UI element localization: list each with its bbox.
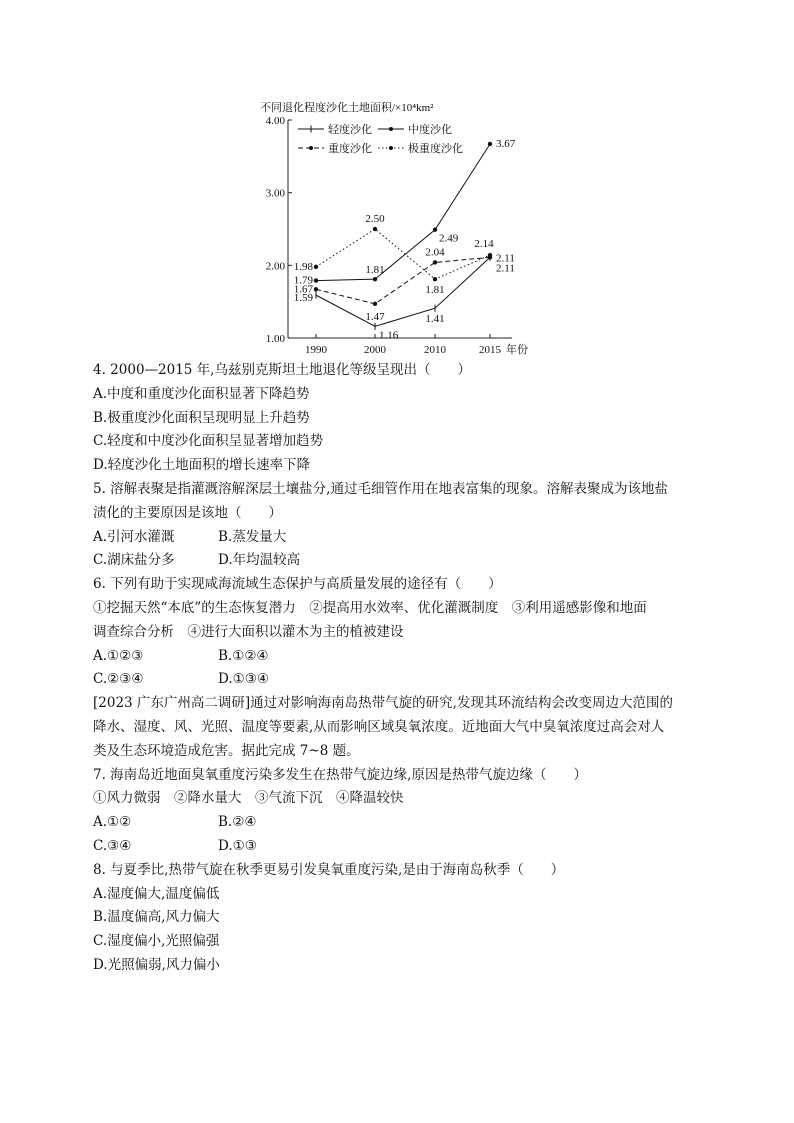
q5-option-b: B.蒸发量大 <box>218 528 287 545</box>
data-point <box>488 253 492 257</box>
data-label: 2.04 <box>425 246 445 259</box>
q7-options-row2 <box>93 835 713 859</box>
data-label: 2.50 <box>365 213 385 225</box>
data-point <box>433 260 437 264</box>
q4-option-b: B.极重度沙化面积呈现明显上升趋势 <box>93 409 310 426</box>
y-tick-label: 1.00 <box>265 333 285 345</box>
data-point <box>373 277 377 281</box>
q4-option-d: D.轻度沙化土地面积的增长速率下降 <box>93 457 311 474</box>
x-tick-label: 2000 <box>364 344 386 356</box>
data-point <box>314 287 318 291</box>
q5-stem-line1: 5. 溶解表聚是指灌溉溶解深层土壤盐分,通过毛细管作用在地表富集的现象。溶解表聚成为该地盐 <box>93 480 668 497</box>
y-tick-label: 2.00 <box>265 260 285 273</box>
y-tick-label: 4.00 <box>265 115 285 127</box>
legend-label: 重度沙化 <box>328 143 372 155</box>
data-label: 1.79 <box>293 274 313 287</box>
series-line-3 <box>316 229 490 279</box>
legend-label: 极重度沙化 <box>408 143 463 155</box>
data-point <box>433 277 437 281</box>
q4-option-c: C.轻度和中度沙化面积呈显著增加趋势 <box>93 433 324 450</box>
q8-option-d: D.光照偏弱,风力偏小 <box>93 956 220 973</box>
data-label: 1.47 <box>365 310 385 323</box>
legend-label: 轻度沙化 <box>328 124 372 136</box>
data-label: 2.11 <box>496 252 515 265</box>
data-point <box>314 265 318 269</box>
data-point <box>488 142 492 146</box>
data-point <box>314 278 318 282</box>
q7-option-b: B.②④ <box>218 814 257 831</box>
q8-option-b: B.温度偏高,风力偏大 <box>93 909 220 926</box>
data-label: 1.41 <box>425 313 445 326</box>
q6-option-b: B.①②④ <box>218 647 269 664</box>
data-label: 1.81 <box>365 264 385 277</box>
chart-title: 不同退化程度沙化土地面积/×10⁴km² <box>260 102 434 114</box>
q5-stem-line2: 渍化的主要原因是该地（ ） <box>93 504 282 521</box>
data-point <box>373 302 377 306</box>
q6-stem: 6. 下列有助于实现咸海流域生态保护与高质量发展的途径有（ ） <box>93 576 502 593</box>
data-point <box>373 227 377 231</box>
q7-option-d: D.①③ <box>218 837 257 854</box>
data-label: 1.67 <box>293 283 313 296</box>
data-label: 2.49 <box>439 232 459 245</box>
x-axis-label: 年份 <box>506 344 528 356</box>
q4-option-a: A.中度和重度沙化面积显著下降趋势 <box>93 385 310 402</box>
legend-marker <box>389 127 393 131</box>
data-label: 2.11 <box>496 262 515 275</box>
line-chart <box>250 95 550 357</box>
q7-options-row1 <box>93 811 713 835</box>
q7-option-a: A.①② <box>93 814 132 831</box>
data-label: 1.81 <box>425 284 445 297</box>
passage-line2: 降水、湿度、风、光照、温度等要素,从而影响区域臭氧浓度。近地面大气中臭氧浓度过高会对人 <box>93 718 665 735</box>
q7-option-c: C.③④ <box>93 837 132 854</box>
series-line-0 <box>316 257 490 326</box>
q6-option-c: C.②③④ <box>93 671 144 688</box>
x-tick-label: 2015 <box>479 344 501 356</box>
q5-options-row1 <box>93 526 713 550</box>
legend-label: 中度沙化 <box>408 124 452 136</box>
q6-option-a: A.①②③ <box>93 647 144 664</box>
q6-items-line2: 调查综合分析 ④进行大面积以灌木为主的植被建设 <box>93 623 404 640</box>
q6-options-row1 <box>93 645 713 669</box>
data-label: 3.67 <box>496 137 516 150</box>
q5-options-row2 <box>93 549 713 573</box>
data-label: 1.16 <box>379 329 399 342</box>
q8-option-a: A.湿度偏大,温度偏低 <box>93 885 220 902</box>
x-tick-label: 2010 <box>424 344 446 356</box>
q8-option-c: C.湿度偏小,光照偏强 <box>93 933 220 950</box>
data-point <box>433 228 437 232</box>
series-line-2 <box>316 257 490 304</box>
q8-stem: 8. 与夏季比,热带气旋在秋季更易引发臭氧重度污染,是由于海南岛秋季（ ） <box>93 861 565 878</box>
passage-line1: [2023 广东广州高二调研]通过对影响海南岛热带气旋的研究,发现其环流结构会改变周边大范围的 <box>93 695 673 712</box>
data-label: 1.98 <box>293 260 313 273</box>
q4-stem: 4. 2000—2015 年,乌兹别克斯坦土地退化等级呈现出（ ） <box>93 362 471 378</box>
q5-option-c: C.湖床盐分多 <box>93 552 175 569</box>
data-label: 1.59 <box>293 292 313 305</box>
legend-marker <box>389 146 393 150</box>
passage-line3: 类及生态环境造成危害。据此完成 7~8 题。 <box>93 742 360 759</box>
legend-marker <box>309 146 313 150</box>
q6-items-line1: ①挖掘天然“本底”的生态恢复潜力 ②提高用水效率、优化灌溉制度 ③利用遥感影像和地面 <box>93 599 647 616</box>
q6-options-row2 <box>93 668 713 692</box>
data-label: 2.14 <box>474 238 494 251</box>
q5-option-a: A.引河水灌溉 <box>93 528 175 545</box>
y-tick-label: 3.00 <box>265 187 285 200</box>
x-tick-label: 1990 <box>305 344 327 356</box>
q6-option-d: D.①③④ <box>218 671 269 688</box>
q7-stem: 7. 海南岛近地面臭氧重度污染多发生在热带气旋边缘,原因是热带气旋边缘（ ） <box>93 766 587 783</box>
q5-option-d: D.年均温较高 <box>218 552 301 569</box>
q7-items: ①风力微弱 ②降水量大 ③气流下沉 ④降温较快 <box>93 790 404 807</box>
question-area <box>93 359 713 978</box>
